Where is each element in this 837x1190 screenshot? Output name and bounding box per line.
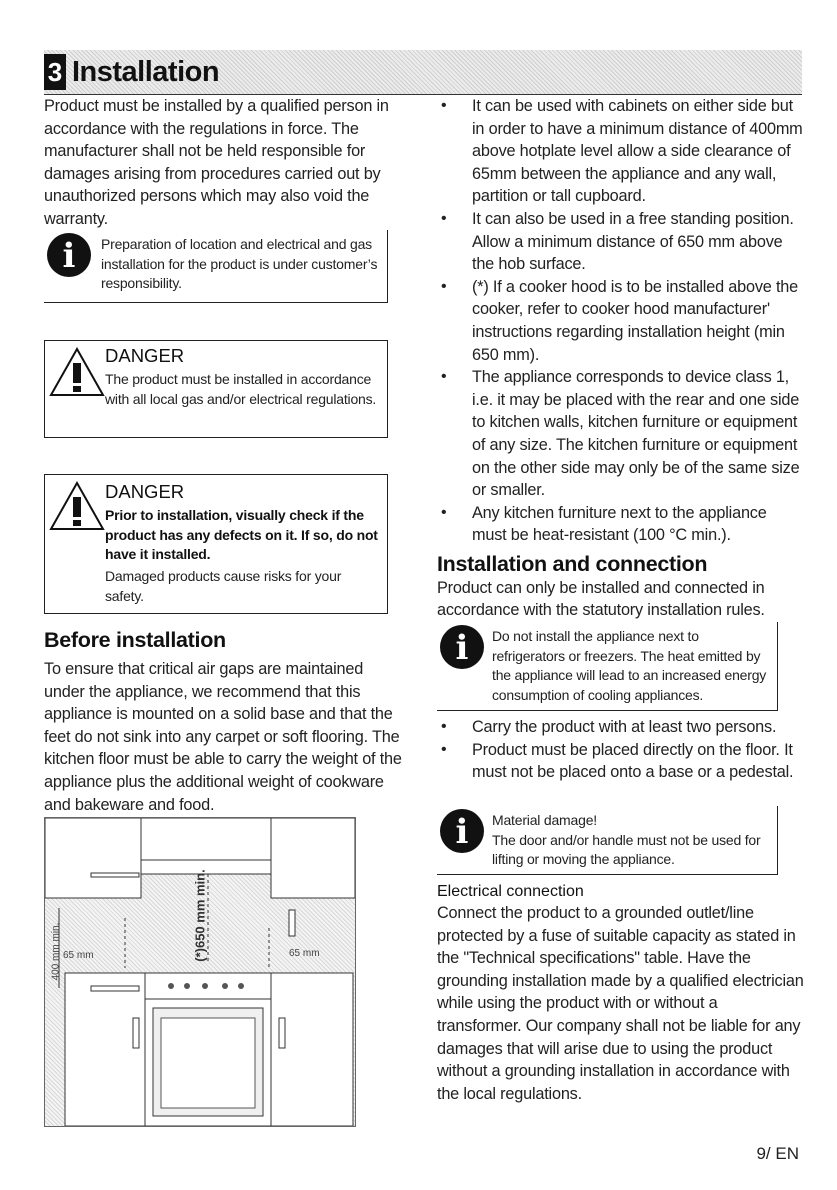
section-header [44,50,802,94]
right-gap-label: 65 mm [289,948,320,959]
danger-2-text: Damaged products cause risks for your safety. [105,568,342,604]
right-column [437,95,805,622]
before-installation-heading: Before installation [44,628,226,652]
bullet-item: • (*) If a cooker hood is to be installed above the cooker, refer to cooker hood manufacturer' instructions regarding installation height (min 650 mm). [437,276,805,366]
vertical-clearance-label: (*)650 mm min. [192,869,208,962]
installation-clearance-diagram [44,817,356,1127]
info-icon: i [437,806,489,858]
info-icon: i [437,622,489,674]
handling-bullets [437,716,805,784]
info-note-3 [437,806,778,875]
danger-1-text: The product must be installed in accordance with all local gas and/or electrical regulations. [105,371,377,407]
info-note-1 [44,230,388,303]
bullet-item: • Carry the product with at least two persons. [437,716,805,739]
bullet-item: • It can be used with cabinets on either side but in order to have a minimum distance of 400mm above hotplate level allow a side clearance of 65mm between the appliance and any wall, partition or tall cupboard. [437,95,805,208]
danger-box-2 [44,474,388,614]
bullet-item: • It can also be used in a free standing position. Allow a minimum distance of 650 mm above the hob surface. [437,208,805,276]
before-installation-section [44,627,402,816]
warning-triangle-icon [49,481,105,531]
section-title: Installation [72,56,220,88]
left-gap-label: 65 mm [63,950,94,961]
section-number: 3 [44,54,66,90]
electrical-connection-section [437,881,805,1105]
bullet-item: • Any kitchen furniture next to the appliance must be heat-resistant (100 °C min.). [437,502,805,547]
info-note-3-text: Material damage! The door and/or handle must not be used for lifting or moving the appliance. [492,812,761,867]
info-note-2-text: Do not install the appliance next to refrigerators or freezers. The heat emitted by the appliance will lead to an increased energy consumption of cooling appliances. [492,628,767,703]
danger-2-bold-text: Prior to installation, visually check if the product has any defects on it. If so, do not have it installed. [105,507,378,562]
electrical-connection-heading: Electrical connection [437,883,584,900]
bullet-item: • The appliance corresponds to device class 1, i.e. it may be placed with the rear and one side to kitchen walls, kitchen furniture or equipment of any size. The kitchen furniture or equipment on the other side may only be of the same size or smaller. [437,366,805,502]
side-clearance-label: 400 mm min. [50,922,62,981]
info-note-2 [437,622,778,711]
danger-2-title: DANGER [105,481,185,502]
warning-triangle-icon [49,347,105,397]
electrical-connection-text: Connect the product to a grounded outlet/line protected by a fuse of suitable capacity as stated in the "Technical specifications" table. Have the grounding installation made by a qualified electrician while using the product with or without a transformer. Our company shall not be liable for any damages that will arise due to using the product without a grounding installation in accordance with the local regulations. [437,904,804,1103]
installation-connection-text: Product can only be installed and connected in accordance with the statutory installation rules. [437,578,765,620]
before-installation-text: To ensure that critical air gaps are maintained under the appliance, we recommend that this appliance is mounted on a solid base and that the feet do not sink into any carpet or soft flooring. The kitchen floor must be able to carry the weight of the appliance plus the additional weight of cookware and bakeware and food. [44,660,402,814]
info-note-1-text: Preparation of location and electrical and gas installation for the product is under customer’s responsibility. [101,236,378,291]
left-column [44,95,402,231]
intro-paragraph: Product must be installed by a qualified person in accordance with the regulations in force. The manufacturer shall not be held responsible for damages arising from procedures carried out by unauthorized persons which may also void the warranty. [44,97,389,228]
info-icon: i [44,230,96,282]
danger-box-1 [44,340,388,438]
bullet-item: • Product must be placed directly on the floor. It must not be placed onto a base or a pedestal. [437,739,805,784]
installation-connection-heading: Installation and connection [437,551,708,576]
page-number: 9/ EN [756,1144,799,1163]
danger-1-title: DANGER [105,345,185,366]
